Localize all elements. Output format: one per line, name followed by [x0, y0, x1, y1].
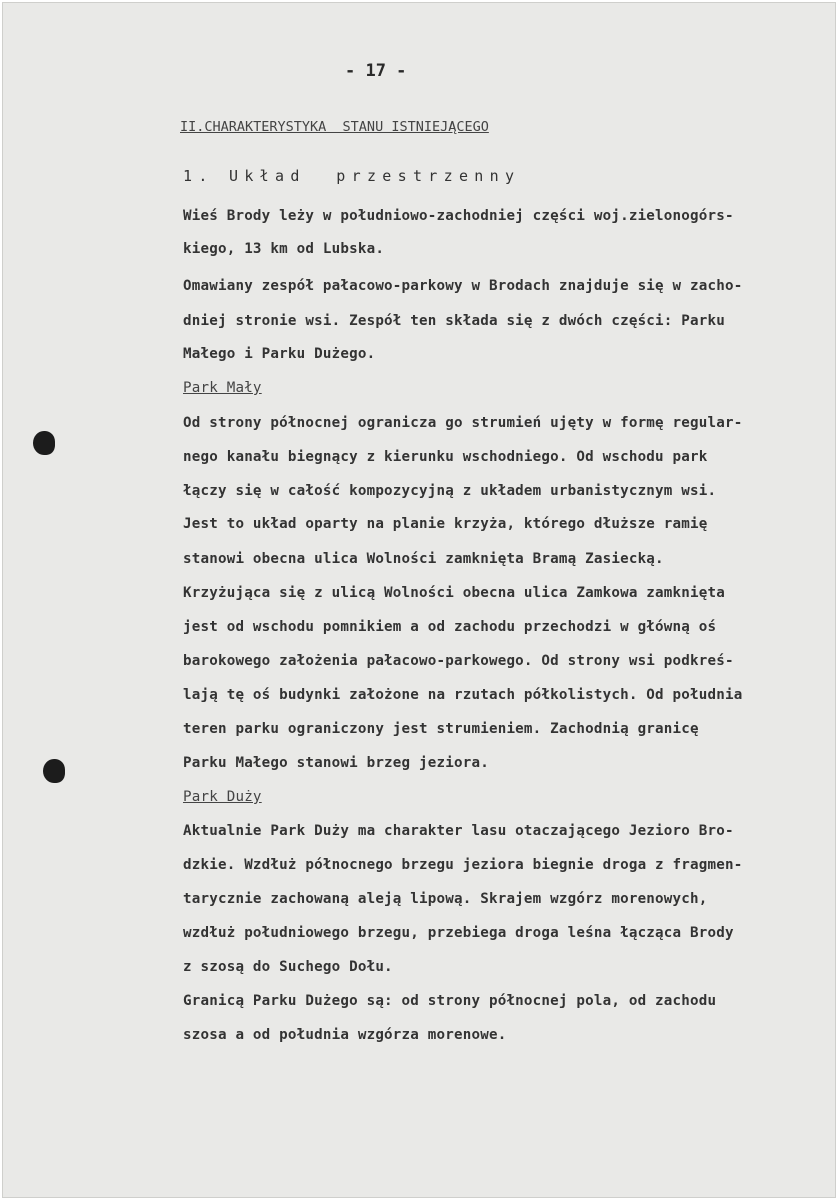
text-line: Jest to układ oparty na planie krzyża, którego dłuższe ramię — [183, 516, 708, 532]
heading-park-duzy: Park Duży — [183, 789, 262, 805]
text-line: tarycznie zachowaną aleją lipową. Skrajem wzgórz morenowych, — [183, 891, 708, 907]
text-line: barokowego założenia pałacowo-parkowego. Od strony wsi podkreś- — [183, 653, 734, 669]
text-line: Małego i Parku Dużego. — [183, 346, 376, 362]
text-line: Krzyżująca się z ulicą Wolności obecna ulica Zamkowa zamknięta — [183, 585, 725, 601]
text-line: łączy się w całość kompozycyjną z układem urbanistycznym wsi. — [183, 483, 717, 499]
text-line: wzdłuż południowego brzegu, przebiega droga leśna łącząca Brody — [183, 925, 734, 941]
subsection-title: 1. Układ przestrzenny — [183, 167, 521, 185]
text-line: teren parku ograniczony jest strumieniem. Zachodnią granicę — [183, 721, 699, 737]
text-line: Od strony północnej ogranicza go strumień ujęty w formę regular- — [183, 415, 743, 431]
text-line: dzkie. Wzdłuż północnego brzegu jeziora biegnie droga z fragmen- — [183, 857, 743, 873]
text-line: Aktualnie Park Duży ma charakter lasu otaczającego Jezioro Bro- — [183, 823, 734, 839]
text-line: Granicą Parku Dużego są: od strony północnej pola, od zachodu — [183, 993, 717, 1009]
punch-hole — [43, 759, 65, 783]
text-line: Wieś Brody leży w południowo-zachodniej części woj.zielonogórs- — [183, 208, 734, 224]
page-number: - 17 - — [345, 61, 407, 81]
text-line: kiego, 13 km od Lubska. — [183, 241, 385, 257]
text-line: szosa a od południa wzgórza morenowe. — [183, 1027, 507, 1043]
text-line: z szosą do Suchego Dołu. — [183, 959, 393, 975]
text-line: jest od wschodu pomnikiem a od zachodu przechodzi w główną oś — [183, 619, 717, 635]
text-line: dniej stronie wsi. Zespół ten składa się z dwóch części: Parku — [183, 313, 725, 329]
text-line: nego kanału biegnący z kierunku wschodniego. Od wschodu park — [183, 449, 708, 465]
text-line: lają tę oś budynki założone na rzutach półkolistych. Od południa — [183, 687, 743, 703]
document-page — [2, 2, 836, 1198]
heading-park-maly: Park Mały — [183, 380, 262, 396]
text-line: Omawiany zespół pałacowo-parkowy w Brodach znajduje się w zacho- — [183, 278, 743, 294]
punch-hole — [33, 431, 55, 455]
section-title: II.CHARAKTERYSTYKA STANU ISTNIEJĄCEGO — [180, 119, 489, 135]
text-line: Parku Małego stanowi brzeg jeziora. — [183, 755, 489, 771]
text-line: stanowi obecna ulica Wolności zamknięta Bramą Zasiecką. — [183, 551, 664, 567]
